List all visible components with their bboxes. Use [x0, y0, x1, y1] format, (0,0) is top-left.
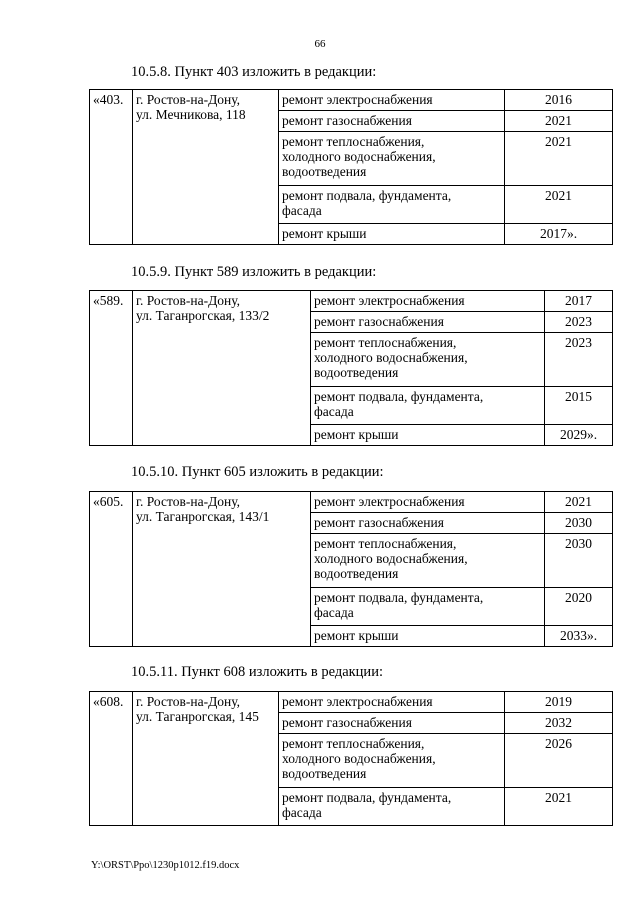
- work-type: ремонт электроснабжения: [279, 692, 505, 713]
- item-address: г. Ростов-на-Дону, ул. Таганрогская, 143/1: [133, 492, 311, 647]
- item-table: [89, 290, 613, 446]
- work-year: 2033».: [545, 626, 613, 647]
- work-type: ремонт крыши: [311, 425, 545, 446]
- work-year: 2020: [545, 588, 613, 626]
- work-year: 2019: [505, 692, 613, 713]
- work-year: 2015: [545, 387, 613, 425]
- work-type: ремонт газоснабжения: [279, 713, 505, 734]
- section-heading: 10.5.9. Пункт 589 изложить в редакции:: [131, 264, 377, 280]
- section-heading: 10.5.8. Пункт 403 изложить в редакции:: [131, 64, 377, 80]
- work-year: 2021: [505, 111, 613, 132]
- work-year: 2032: [505, 713, 613, 734]
- item-table: [89, 89, 613, 245]
- work-year: 2021: [505, 132, 613, 186]
- work-year: 2030: [545, 534, 613, 588]
- item-number: «589.: [90, 291, 133, 446]
- work-type: ремонт теплоснабжения, холодного водоснабжения, водоотведения: [279, 132, 505, 186]
- work-year: 2029».: [545, 425, 613, 446]
- work-year: 2021: [505, 788, 613, 826]
- work-type: ремонт электроснабжения: [311, 492, 545, 513]
- item-number: «403.: [90, 90, 133, 245]
- item-table: [89, 691, 613, 826]
- work-type: ремонт подвала, фундамента, фасада: [311, 588, 545, 626]
- work-type: ремонт крыши: [279, 224, 505, 245]
- work-year: 2017».: [505, 224, 613, 245]
- work-type: ремонт газоснабжения: [311, 513, 545, 534]
- item-address: г. Ростов-на-Дону, ул. Таганрогская, 145: [133, 692, 279, 826]
- work-type: ремонт подвала, фундамента, фасада: [279, 788, 505, 826]
- work-year: 2030: [545, 513, 613, 534]
- page-number: 66: [314, 38, 326, 50]
- work-year: 2026: [505, 734, 613, 788]
- work-type: ремонт теплоснабжения, холодного водоснабжения, водоотведения: [311, 333, 545, 387]
- work-type: ремонт электроснабжения: [311, 291, 545, 312]
- work-year: 2016: [505, 90, 613, 111]
- work-type: ремонт подвала, фундамента, фасада: [279, 186, 505, 224]
- work-year: 2021: [545, 492, 613, 513]
- work-type: ремонт крыши: [311, 626, 545, 647]
- work-type: ремонт теплоснабжения, холодного водоснабжения, водоотведения: [311, 534, 545, 588]
- section-heading: 10.5.10. Пункт 605 изложить в редакции:: [131, 464, 384, 480]
- work-type: ремонт подвала, фундамента, фасада: [311, 387, 545, 425]
- work-type: ремонт электроснабжения: [279, 90, 505, 111]
- item-address: г. Ростов-на-Дону, ул. Мечникова, 118: [133, 90, 279, 245]
- item-address: г. Ростов-на-Дону, ул. Таганрогская, 133/2: [133, 291, 311, 446]
- work-type: ремонт теплоснабжения, холодного водоснабжения, водоотведения: [279, 734, 505, 788]
- section-heading: 10.5.11. Пункт 608 изложить в редакции:: [131, 664, 383, 680]
- work-type: ремонт газоснабжения: [311, 312, 545, 333]
- work-year: 2023: [545, 333, 613, 387]
- file-path-footer: Y:\ORST\Ppo\1230p1012.f19.docx: [91, 860, 240, 871]
- item-table: [89, 491, 613, 647]
- work-year: 2023: [545, 312, 613, 333]
- item-number: «608.: [90, 692, 133, 826]
- work-type: ремонт газоснабжения: [279, 111, 505, 132]
- item-number: «605.: [90, 492, 133, 647]
- work-year: 2021: [505, 186, 613, 224]
- work-year: 2017: [545, 291, 613, 312]
